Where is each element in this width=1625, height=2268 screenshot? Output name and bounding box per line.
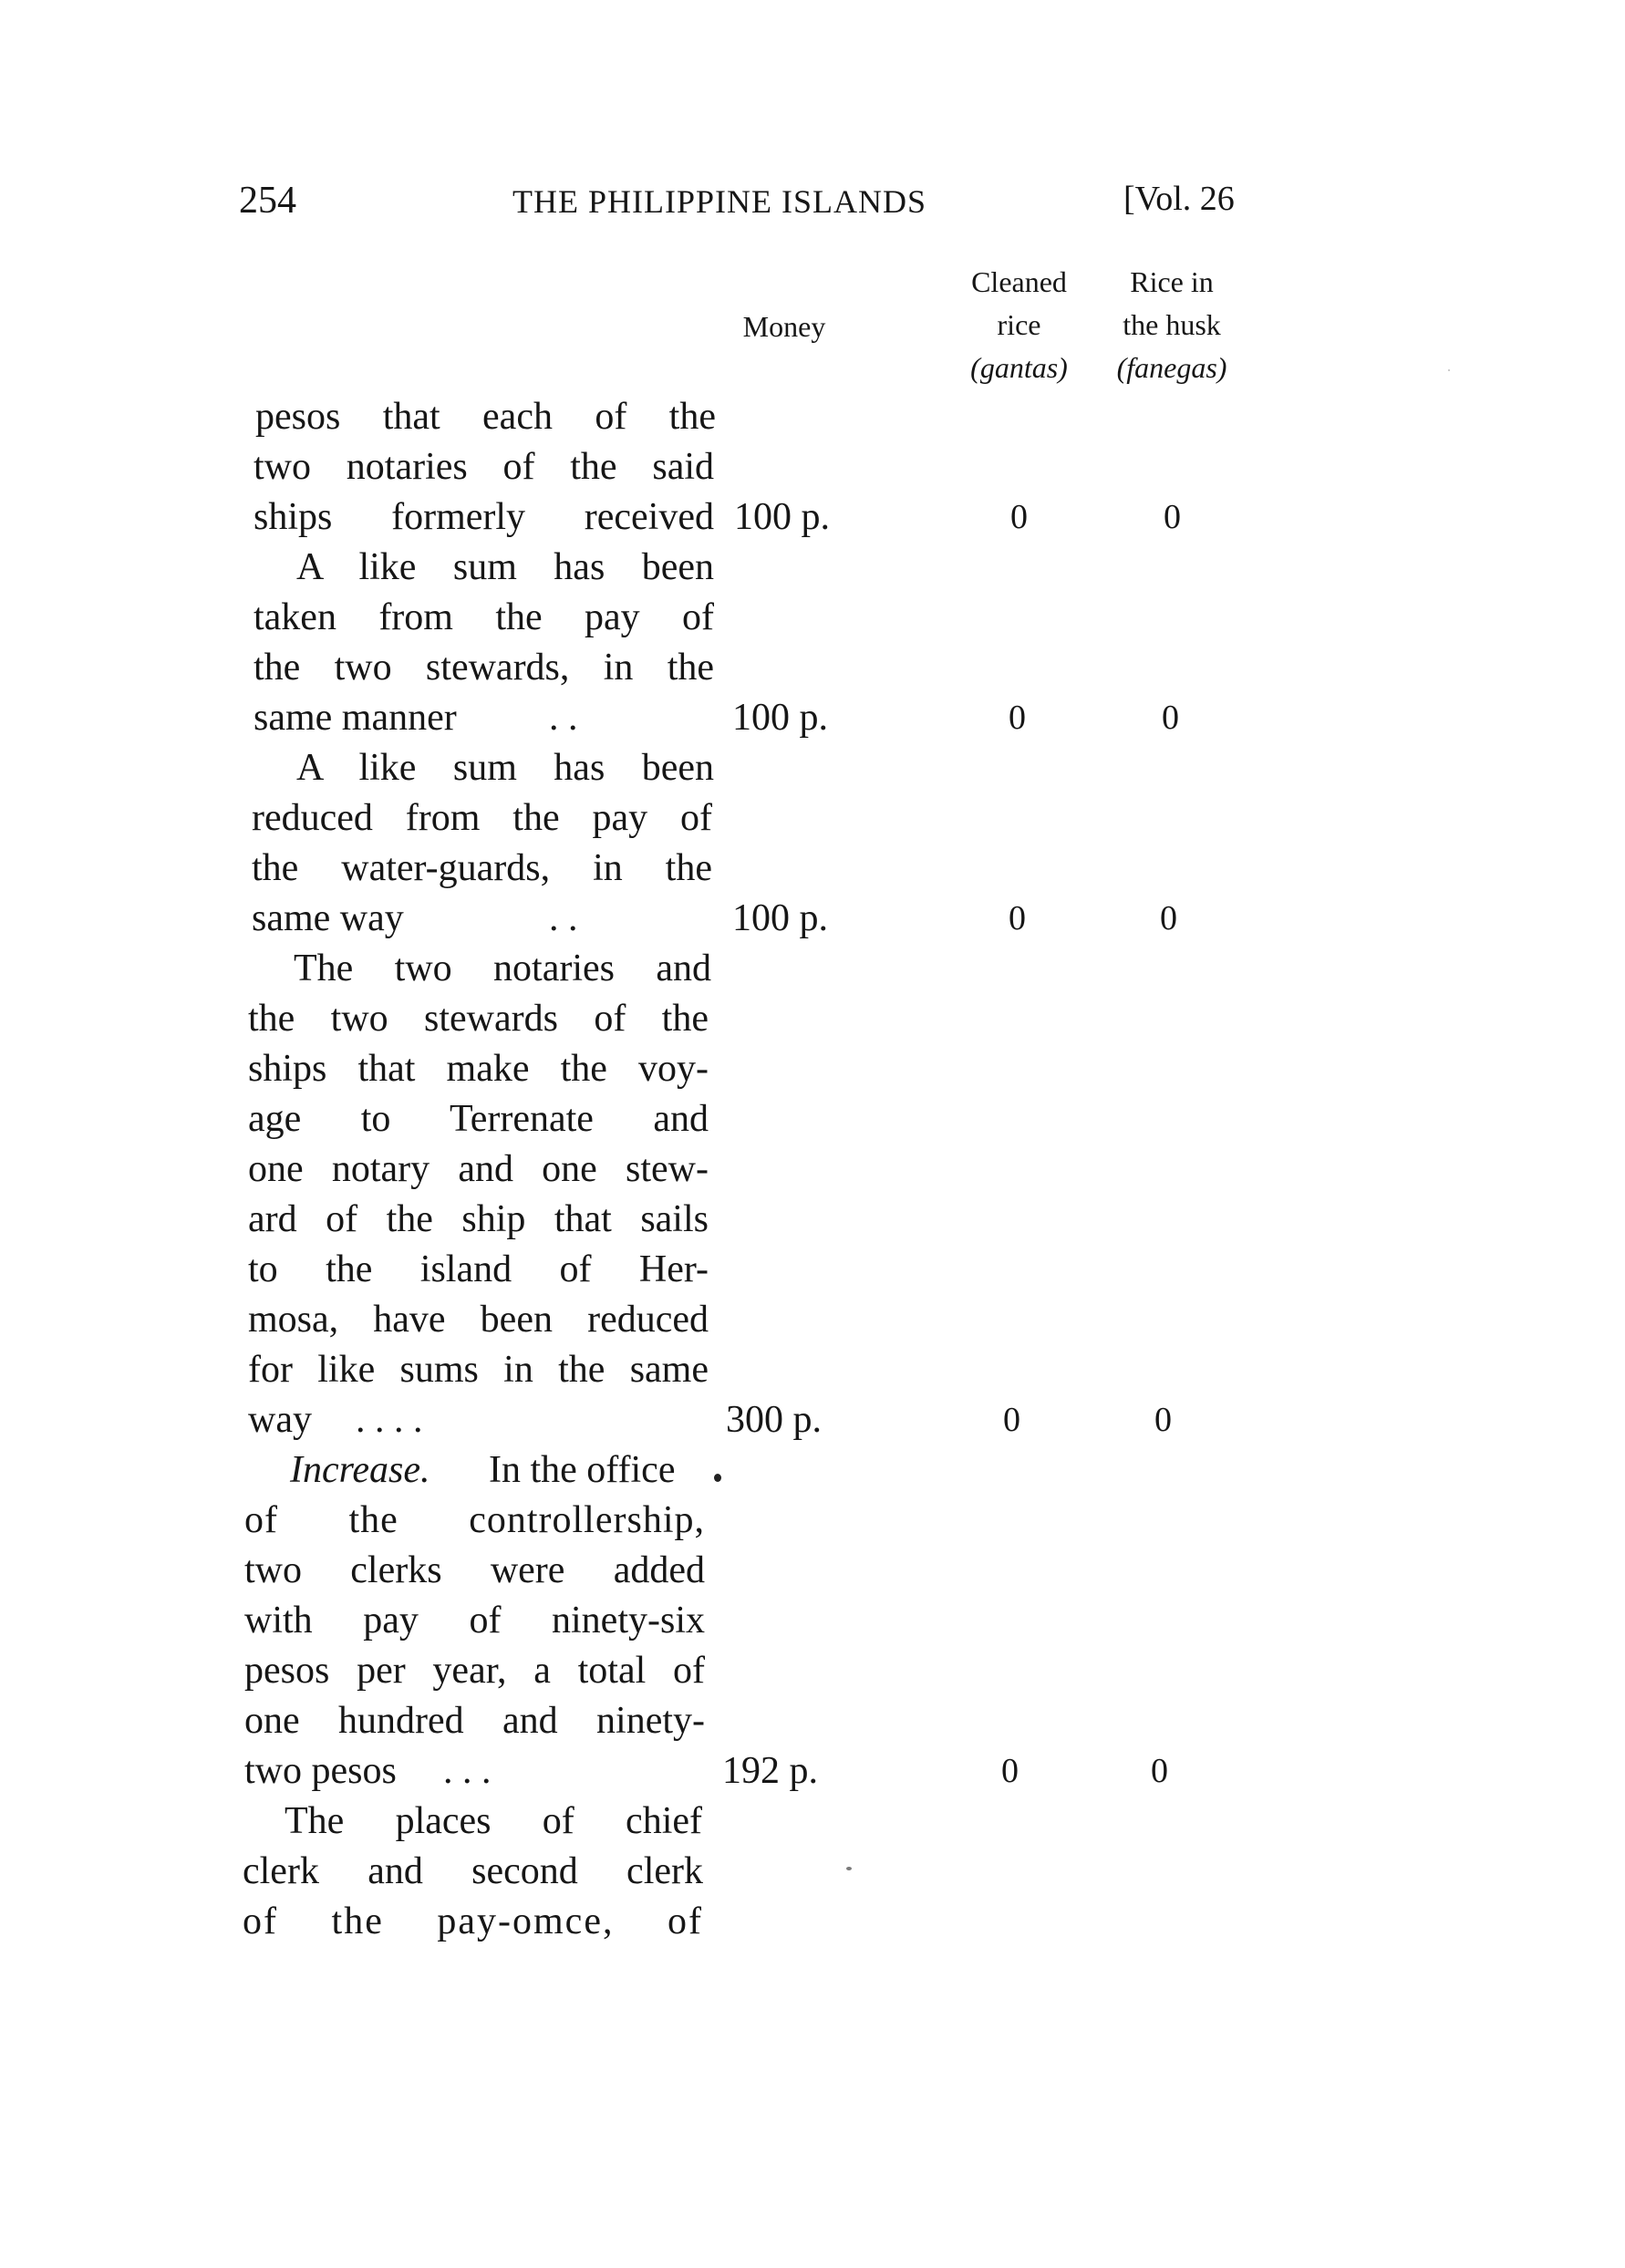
dot-leader: . . . [443, 1750, 492, 1792]
text-line: of the controllership, [244, 1499, 705, 1541]
column-header-cleaned-line1: Cleaned [971, 265, 1067, 298]
cleaned-rice-value: 0 [1001, 1752, 1019, 1790]
text-line: pesos that each of the [255, 396, 716, 438]
text-line: In the office [489, 1449, 676, 1491]
text-line: ard of the ship that sails [248, 1198, 709, 1240]
text-line: one notary and one stew- [248, 1148, 709, 1190]
text-line: to the island of Her- [248, 1248, 709, 1290]
text-line: reduced from the pay of [252, 797, 712, 839]
rice-husk-value: 0 [1164, 498, 1181, 536]
column-header-money [720, 306, 848, 348]
money-value: 100 p. [732, 897, 828, 939]
text-line: way [248, 1399, 312, 1441]
dot-leader: . . [549, 897, 578, 939]
money-value: 100 p. [732, 697, 828, 739]
text-line: of the pay-omce, of [243, 1900, 703, 1942]
text-line: the two stewards, in the [254, 647, 714, 689]
text-line: two notaries of the said [254, 446, 714, 488]
text-line: ships that make the voy- [248, 1048, 709, 1090]
rice-husk-value: 0 [1160, 899, 1177, 937]
column-header-cleaned-line2: rice [997, 308, 1041, 341]
rice-husk-value: 0 [1162, 699, 1179, 737]
text-line: with pay of ninety-six [244, 1600, 705, 1641]
ink-speck [1448, 369, 1450, 371]
text-line-italic: Increase. [290, 1449, 430, 1491]
column-header-rice-husk [1094, 261, 1249, 389]
column-header-husk-line1: Rice in [1130, 265, 1214, 298]
rice-husk-value: 0 [1154, 1401, 1172, 1439]
text-line: ships formerly received [254, 496, 714, 538]
dot-leader: . . . . [356, 1399, 423, 1441]
column-header-husk-line2: the husk [1123, 308, 1221, 341]
cleaned-rice-value: 0 [1009, 699, 1026, 737]
text-line: pesos per year, a total of [244, 1650, 705, 1692]
rice-husk-value: 0 [1151, 1752, 1168, 1790]
text-line: The places of chief [285, 1800, 702, 1842]
dot-leader: . . [549, 697, 578, 739]
cleaned-rice-value: 0 [1010, 498, 1028, 536]
text-line: the water-guards, in the [252, 847, 712, 889]
cleaned-rice-value: 0 [1009, 899, 1026, 937]
text-line: for like sums in the same [248, 1349, 709, 1391]
text-line: two pesos [244, 1750, 397, 1792]
text-line: age to Terrenate and [248, 1098, 709, 1140]
column-header-money-label: Money [742, 310, 826, 343]
volume-reference: [Vol. 26 [1123, 180, 1235, 218]
text-line: taken from the pay of [254, 596, 714, 638]
cleaned-rice-value: 0 [1003, 1401, 1020, 1439]
running-title: THE PHILIPPINE ISLANDS [512, 183, 926, 220]
money-value: 192 p. [722, 1750, 818, 1792]
text-line: same manner [254, 697, 457, 739]
money-value: 300 p. [726, 1399, 822, 1441]
text-line: one hundred and ninety- [244, 1700, 705, 1742]
ink-speck [846, 1867, 852, 1870]
text-line: two clerks were added [244, 1549, 705, 1591]
text-line: same way [252, 897, 404, 939]
text-line: the two stewards of the [248, 998, 709, 1040]
column-header-cleaned-rice [939, 261, 1099, 389]
text-line: mosa, have been reduced [248, 1299, 709, 1341]
column-header-husk-unit: (fanegas) [1116, 351, 1227, 384]
text-line: A like sum has been [296, 747, 714, 789]
column-header-cleaned-unit: (gantas) [970, 351, 1068, 384]
text-line: The two notaries and [294, 948, 711, 989]
text-line: clerk and second clerk [243, 1850, 703, 1892]
ink-speck [714, 1474, 721, 1482]
text-line: A like sum has been [296, 546, 714, 588]
page-number: 254 [239, 180, 296, 222]
money-value: 100 p. [734, 496, 830, 538]
